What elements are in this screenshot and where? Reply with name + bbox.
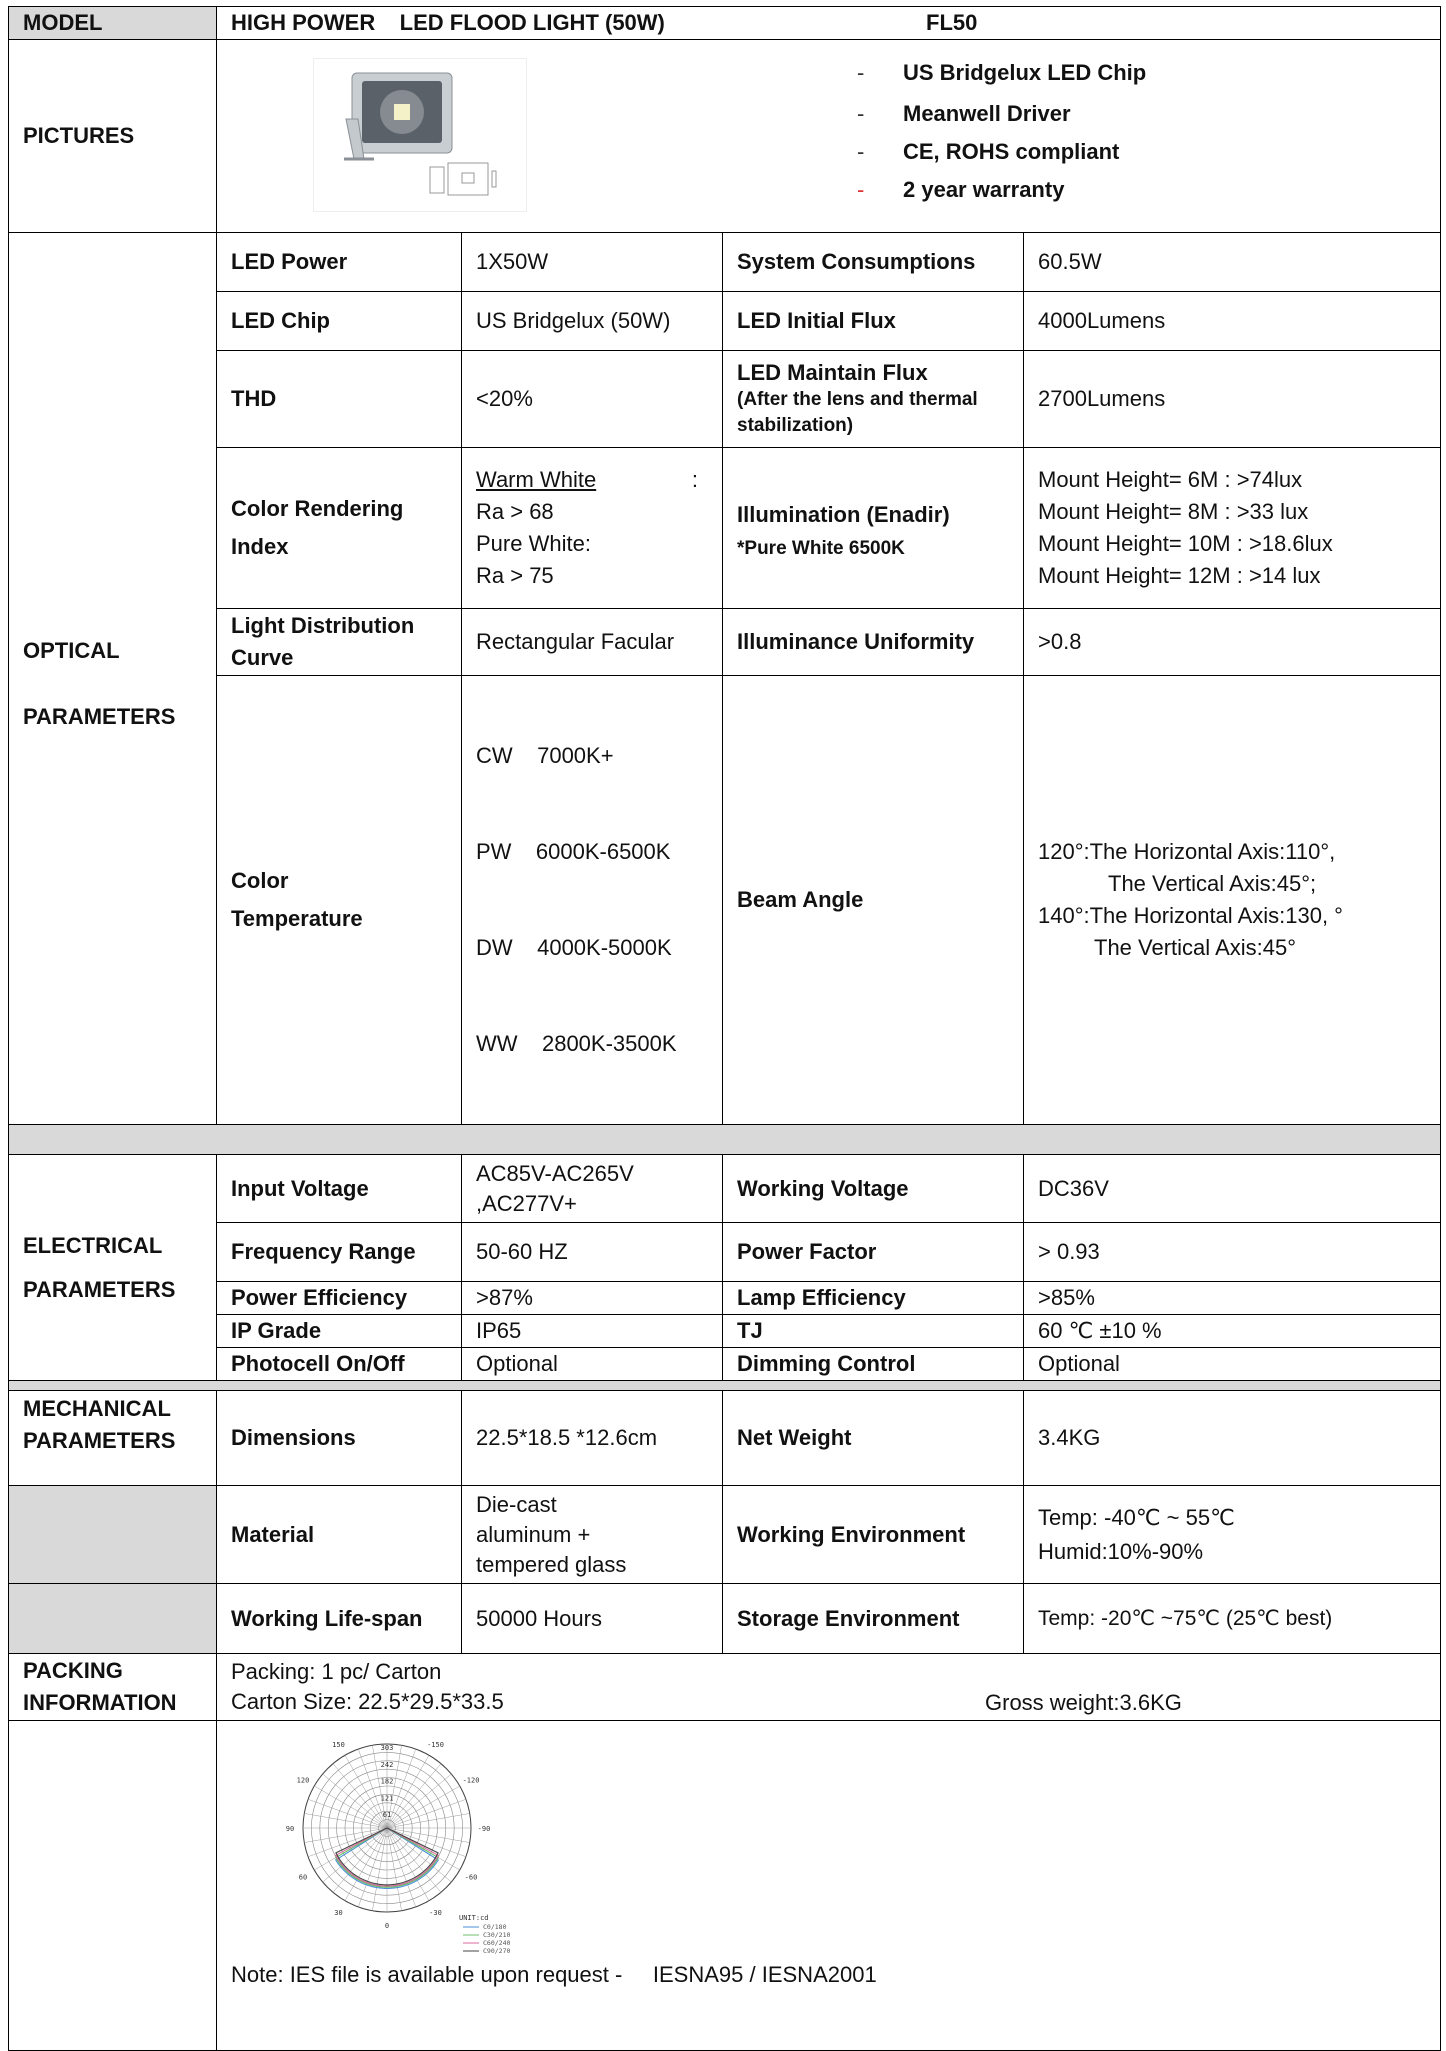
polar-blank-cell	[9, 1721, 217, 2051]
net-weight-label: Net Weight	[723, 1391, 1024, 1486]
carton-size: Carton Size: 22.5*29.5*33.5	[231, 1689, 504, 1714]
optical-row	[9, 351, 1441, 448]
polar-row	[9, 1721, 1441, 2051]
optical-row	[9, 448, 1441, 609]
led-power-label: LED Power	[217, 233, 462, 292]
polar-legend-label: C60/240	[483, 1939, 511, 1947]
optical-row	[9, 233, 1441, 292]
product-photo	[313, 58, 527, 212]
polar-distribution-chart	[267, 1733, 587, 1955]
packing-info-cell	[217, 1654, 1441, 1721]
packing-qty: Packing: 1 pc/ Carton	[231, 1659, 442, 1684]
feature-item: - CE, ROHS compliant	[857, 139, 1120, 164]
section-separator	[9, 1381, 1441, 1391]
polar-angle-label: 150	[332, 1740, 345, 1749]
illumination-value: Mount Height= 6M : >74lux Mount Height= 8M : >33 lux Mount Height= 10M : >18.6lux Mount Height= 12M : >14 lux	[1024, 448, 1441, 609]
illumination-note: *Pure White 6500K	[737, 538, 905, 559]
color-temp-value: CW 7000K+ PW 6000K-6500K DW 4000K-5000K WW 2800K-3500K	[462, 676, 723, 1125]
beam-angle-value: 120°:The Horizontal Axis:110°, The Vertical Axis:45°; 140°:The Horizontal Axis:130, ° The Vertical Axis:45°	[1024, 676, 1441, 1125]
polar-radial-label: 242	[380, 1760, 394, 1769]
polar-angle-label: -90	[477, 1825, 491, 1833]
electrical-section-label: ELECTRICAL PARAMETERS	[9, 1155, 217, 1381]
electrical-row	[9, 1348, 1441, 1381]
life-span-value: 50000 Hours	[462, 1584, 723, 1654]
illumination-label: Illumination (Enadir)	[737, 502, 950, 527]
electrical-row	[9, 1155, 1441, 1223]
photocell-value: Optional	[462, 1348, 723, 1381]
maintain-flux-note: (After the lens and thermal stabilization)	[737, 389, 978, 436]
packing-row	[9, 1654, 1441, 1721]
cri-warm-line: Warm White :	[476, 467, 698, 492]
ies-note: Note: IES file is available upon request - IESNA95 / IESNA2001	[231, 1962, 877, 1987]
input-voltage-label: Input Voltage	[217, 1155, 462, 1223]
polar-radial-label: 61	[382, 1811, 392, 1820]
life-span-label: Working Life-span	[217, 1584, 462, 1654]
polar-angle-label: 60	[298, 1873, 308, 1882]
uniformity-label: Illuminance Uniformity	[723, 609, 1024, 676]
dimensions-label: Dimensions	[217, 1391, 462, 1486]
packing-section-label: PACKING INFORMATION	[9, 1654, 217, 1721]
working-environment-label: Working Environment	[723, 1486, 1024, 1584]
illumination-cell	[723, 448, 1024, 609]
thd-value: <20%	[462, 351, 723, 448]
system-consumption-value: 60.5W	[1024, 233, 1441, 292]
working-voltage-label: Working Voltage	[723, 1155, 1024, 1223]
mechanical-blank-cell	[9, 1486, 217, 1584]
net-weight-value: 3.4KG	[1024, 1391, 1441, 1486]
polar-legend-label: C30/210	[483, 1931, 511, 1939]
polar-angle-label: 90	[285, 1825, 295, 1833]
power-efficiency-label: Power Efficiency	[217, 1282, 462, 1315]
electrical-row	[9, 1315, 1441, 1348]
polar-radial-label: 182	[380, 1777, 394, 1786]
color-temp-label: Color Temperature	[217, 676, 462, 1125]
cri-value: Warm White : Ra > 68 Pure White: Ra > 75	[462, 448, 723, 609]
optical-section-label: OPTICAL PARAMETERS	[9, 233, 217, 1125]
electrical-row	[9, 1282, 1441, 1315]
ip-grade-value: IP65	[462, 1315, 723, 1348]
spec-sheet-table	[8, 6, 1441, 2051]
material-label: Material	[217, 1486, 462, 1584]
led-chip-label: LED Chip	[217, 292, 462, 351]
dimming-control-value: Optional	[1024, 1348, 1441, 1381]
uniformity-value: >0.8	[1024, 609, 1441, 676]
polar-cell	[217, 1721, 1441, 2051]
lamp-efficiency-label: Lamp Efficiency	[723, 1282, 1024, 1315]
polar-angle-label: 120	[296, 1776, 310, 1785]
initial-flux-label: LED Initial Flux	[723, 292, 1024, 351]
maintain-flux-value: 2700Lumens	[1024, 351, 1441, 448]
power-efficiency-value: >87%	[462, 1282, 723, 1315]
polar-angle-label: -120	[462, 1776, 480, 1785]
distribution-curve-value: Rectangular Facular	[462, 609, 723, 676]
flood-light-icon	[314, 59, 526, 211]
feature-item: - Meanwell Driver	[857, 101, 1071, 126]
model-label: MODEL	[9, 7, 217, 40]
polar-radial-label: 303	[380, 1744, 394, 1752]
polar-unit-label: UNIT:cd	[459, 1914, 489, 1922]
mechanical-blank-cell	[9, 1584, 217, 1654]
optical-row	[9, 676, 1441, 1125]
maintain-flux-cell	[723, 351, 1024, 448]
led-power-value: 1X50W	[462, 233, 723, 292]
distribution-curve-label: Light Distribution Curve	[217, 609, 462, 676]
mechanical-row	[9, 1391, 1441, 1486]
led-chip-value: US Bridgelux (50W)	[462, 292, 723, 351]
optical-row	[9, 292, 1441, 351]
polar-angle-label: 0	[384, 1922, 390, 1930]
power-factor-label: Power Factor	[723, 1223, 1024, 1282]
product-title: HIGH POWER LED FLOOD LIGHT (50W)	[231, 10, 665, 35]
feature-item: - US Bridgelux LED Chip	[857, 60, 1147, 85]
electrical-row	[9, 1223, 1441, 1282]
input-voltage-value: AC85V-AC265V ,AC277V+	[462, 1155, 723, 1223]
pictures-row	[9, 40, 1441, 233]
optical-row	[9, 609, 1441, 676]
frequency-range-value: 50-60 HZ	[462, 1223, 723, 1282]
feature-item: - 2 year warranty	[857, 177, 1065, 202]
polar-angle-label: -150	[427, 1740, 444, 1749]
pictures-cell	[217, 40, 1441, 233]
polar-legend-label: C0/180	[483, 1923, 507, 1931]
polar-angle-label: -30	[429, 1909, 442, 1918]
model-row	[9, 7, 1441, 40]
ip-grade-label: IP Grade	[217, 1315, 462, 1348]
photocell-label: Photocell On/Off	[217, 1348, 462, 1381]
gross-weight: Gross weight:3.6KG	[985, 1690, 1182, 1715]
section-separator	[9, 1125, 1441, 1155]
system-consumption-label: System Consumptions	[723, 233, 1024, 292]
polar-radial-label: 121	[380, 1794, 394, 1803]
frequency-range-label: Frequency Range	[217, 1223, 462, 1282]
product-title-cell	[217, 7, 1441, 40]
model-code: FL50	[926, 10, 978, 35]
polar-legend-label: C90/270	[483, 1947, 511, 1955]
polar-angle-label: 30	[334, 1909, 343, 1918]
cri-label: Color Rendering Index	[217, 448, 462, 609]
pictures-label: PICTURES	[9, 40, 217, 233]
maintain-flux-label: LED Maintain Flux	[737, 360, 928, 385]
mechanical-section-label: MECHANICAL PARAMETERS	[9, 1391, 217, 1486]
material-value: Die-cast aluminum + tempered glass	[462, 1486, 723, 1584]
thd-label: THD	[217, 351, 462, 448]
initial-flux-value: 4000Lumens	[1024, 292, 1441, 351]
power-factor-value: > 0.93	[1024, 1223, 1441, 1282]
storage-environment-label: Storage Environment	[723, 1584, 1024, 1654]
tj-label: TJ	[723, 1315, 1024, 1348]
working-voltage-value: DC36V	[1024, 1155, 1441, 1223]
working-environment-value: Temp: -40℃ ~ 55℃ Humid:10%-90%	[1024, 1486, 1441, 1584]
mechanical-row	[9, 1486, 1441, 1584]
dimming-control-label: Dimming Control	[723, 1348, 1024, 1381]
tj-value: 60 ℃ ±10 %	[1024, 1315, 1441, 1348]
mechanical-row	[9, 1584, 1441, 1654]
beam-angle-label: Beam Angle	[723, 676, 1024, 1125]
storage-environment-value: Temp: -20℃ ~75℃ (25℃ best)	[1024, 1584, 1441, 1654]
feature-list	[857, 52, 1146, 211]
dimensions-value: 22.5*18.5 *12.6cm	[462, 1391, 723, 1486]
polar-angle-label: -60	[464, 1873, 478, 1882]
lamp-efficiency-value: >85%	[1024, 1282, 1441, 1315]
